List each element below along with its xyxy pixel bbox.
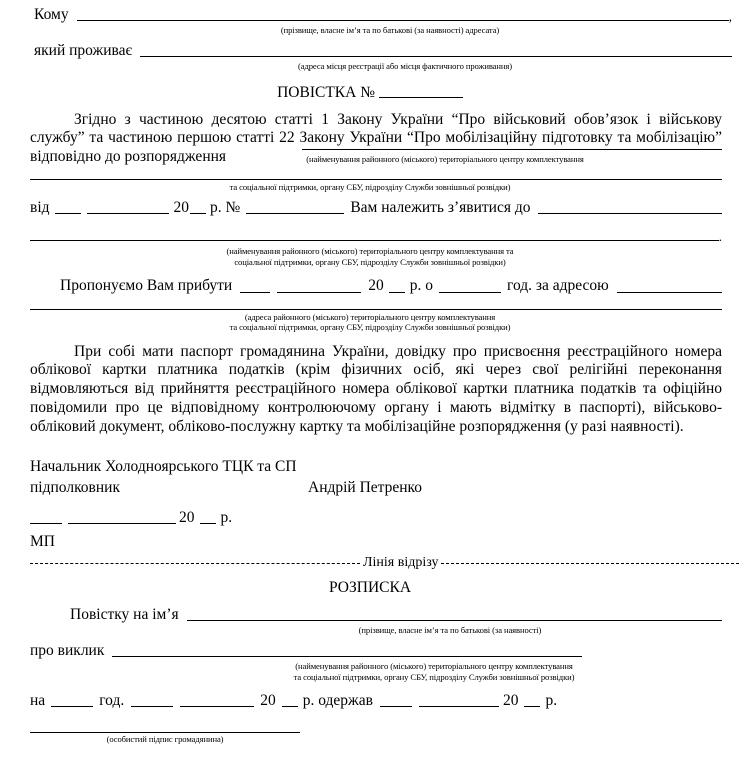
order-place-input-line[interactable]	[538, 213, 722, 214]
order-basis-input-line[interactable]	[302, 149, 722, 150]
receipt-title: РОЗПИСКА	[328, 579, 412, 597]
legal-basis-caption-2: та соціальної підтримки, органу СБУ, підрозділу Служби зовнішньої розвідки)	[229, 182, 511, 193]
addressee-address-caption: (адреса місця реєстрації або місця фактичного проживання)	[297, 61, 513, 72]
order-year-suffix: р. №	[210, 198, 241, 216]
signature-date-row	[30, 509, 732, 527]
arrival-year-prefix: 20	[368, 277, 384, 295]
order-month-input-line[interactable]	[87, 213, 169, 214]
receipt-received-month-input-line[interactable]	[419, 706, 499, 707]
receipt-year-prefix: 20	[260, 692, 276, 710]
receipt-name-row	[8, 606, 732, 624]
signer-position-name-row	[30, 479, 732, 497]
signer-name: Андрій Петренко	[308, 478, 423, 496]
citizen-signature-caption: (особистий підпис громадянина)	[106, 734, 224, 745]
receipt-name-caption: (прізвище, власне ім’я та по батькові (за наявності)	[358, 625, 542, 636]
receipt-month-input-line[interactable]	[180, 706, 254, 707]
receipt-call-caption-2: та соціальної підтримки, органу СБУ, підрозділу Служби зовнішньої розвідки)	[293, 671, 575, 682]
addressee-address-label: який проживає	[34, 41, 133, 59]
order-date-row	[8, 199, 732, 217]
arrival-hour-label: год. за адресою	[506, 277, 609, 295]
signature-year-prefix: 20	[179, 508, 195, 526]
cut-line-label: Лінія відрізу	[363, 555, 439, 571]
arrival-month-input-line[interactable]	[277, 292, 361, 293]
receipt-received-day-input-line[interactable]	[380, 706, 412, 707]
legal-basis-text: Згідно з частиною десятою статті 1 Закону України “Про військовий обов’язок і військову службу” та частиною першою статті 22 Закону України “Про мобілізаційну підготовку та мобілізацію” відповідно до розпорядження	[30, 110, 722, 166]
legal-basis-caption-1: (найменування районного (міського) територіального центру комплектування	[306, 153, 584, 164]
arrival-row	[8, 277, 732, 295]
arrival-address-input-line[interactable]	[617, 292, 722, 293]
signature-day-input-line[interactable]	[30, 523, 62, 524]
receipt-year-input-line[interactable]	[282, 706, 298, 707]
page-title-row	[8, 84, 732, 102]
order-basis-continuation-row	[8, 179, 732, 180]
receipt-call-input-line[interactable]	[112, 656, 582, 657]
order-from-label: від	[30, 198, 50, 216]
order-place-continuation-line[interactable]	[30, 240, 719, 241]
order-appear-label: Вам належить з’явитися до	[350, 198, 531, 216]
arrival-address-caption-1: (адреса районного (міського) територіального центру комплектування	[244, 311, 496, 322]
receipt-name-label: Повістку на ім’я	[70, 606, 179, 624]
arrival-address-continuation-row	[8, 309, 732, 310]
receipt-hour-input-line[interactable]	[51, 706, 93, 707]
order-year-input-line[interactable]	[190, 213, 206, 214]
arrival-day-input-line[interactable]	[240, 292, 270, 293]
order-basis-continuation-line[interactable]	[30, 179, 722, 180]
addressee-to-input-line[interactable]	[77, 20, 729, 21]
arrival-address-continuation-line[interactable]	[30, 309, 722, 310]
required-documents-paragraph: При собі мати паспорт громадянина України, довідку про присвоєння реєстраційного номера облікової картки платника податків (крім фізичних осіб, які через свої релігійні переконання відмовляються від прийняття реєстраційного номера облікової картки платника податків та офіційно повідомили про це відповідному контролюючому органу і мають відмітку в паспорті), військово-обліковий документ, обліково-послужну картку та мобілізаційне розпорядження (у разі наявності).	[30, 342, 722, 435]
order-place-caption-1: (найменування районного (міського) територіального центру комплектування та	[226, 246, 514, 257]
receipt-year-suffix-2: р.	[545, 692, 558, 710]
signer-position-line-1: Начальник Холодноярського ТЦК та СП	[30, 458, 297, 476]
receipt-call-label: про виклик	[30, 641, 105, 659]
cut-line-dashes-left	[30, 563, 360, 564]
seal-label: МП	[30, 532, 55, 550]
receipt-name-input-line[interactable]	[187, 620, 722, 621]
order-place-caption-2: соціальної підтримки, органу СБУ, підрозділу Служби зовнішньої розвідки)	[234, 256, 506, 267]
signature-block	[8, 458, 732, 551]
citizen-signature-input-line[interactable]	[30, 732, 300, 733]
cut-line-dashes-right	[441, 563, 740, 564]
addressee-to-row	[8, 6, 732, 24]
page-title: ПОВІСТКА №	[277, 83, 375, 101]
summons-document	[0, 6, 740, 775]
arrival-year-suffix: р. о	[409, 277, 433, 295]
addressee-to-label: Кому	[34, 6, 69, 23]
receipt-year-prefix-2: 20	[502, 692, 519, 710]
arrival-address-caption-2: та соціальної підтримки, органу СБУ, підрозділу Служби зовнішньої розвідки)	[229, 322, 511, 333]
cut-line	[8, 555, 740, 571]
order-trailing-period: .	[718, 229, 722, 245]
receipt-year-suffix: р. одержав	[302, 692, 373, 710]
signature-year-input-line[interactable]	[200, 523, 216, 524]
signer-position-line-2: підполковник	[30, 478, 120, 496]
arrival-hour-input-line[interactable]	[439, 292, 501, 293]
receipt-datetime-row	[8, 692, 732, 710]
order-place-continuation-row	[8, 229, 732, 244]
order-number-input-line[interactable]	[246, 213, 344, 214]
receipt-received-year-input-line[interactable]	[524, 706, 540, 707]
receipt-hour-label: год.	[99, 692, 125, 710]
order-year-prefix: 20	[173, 198, 190, 216]
addressee-to-comma: ,	[728, 8, 732, 24]
addressee-address-row	[8, 42, 732, 60]
addressee-address-input-line[interactable]	[140, 56, 732, 57]
receipt-day-input-line[interactable]	[131, 706, 173, 707]
summons-number-input-line[interactable]	[379, 97, 463, 98]
signature-year-suffix: р.	[220, 508, 233, 526]
order-day-input-line[interactable]	[55, 213, 81, 214]
receipt-at-label: на	[30, 692, 46, 710]
arrival-year-input-line[interactable]	[389, 292, 405, 293]
addressee-to-caption: (прізвище, власне ім’я та по батькові (за наявності) адресата)	[280, 25, 500, 36]
receipt-call-caption-1: (найменування районного (міського) територіального центру комплектування	[295, 661, 573, 672]
arrival-label: Пропонуємо Вам прибути	[60, 277, 233, 295]
receipt-call-row	[8, 642, 732, 660]
signature-month-input-line[interactable]	[68, 523, 176, 524]
citizen-signature-row	[8, 732, 732, 733]
